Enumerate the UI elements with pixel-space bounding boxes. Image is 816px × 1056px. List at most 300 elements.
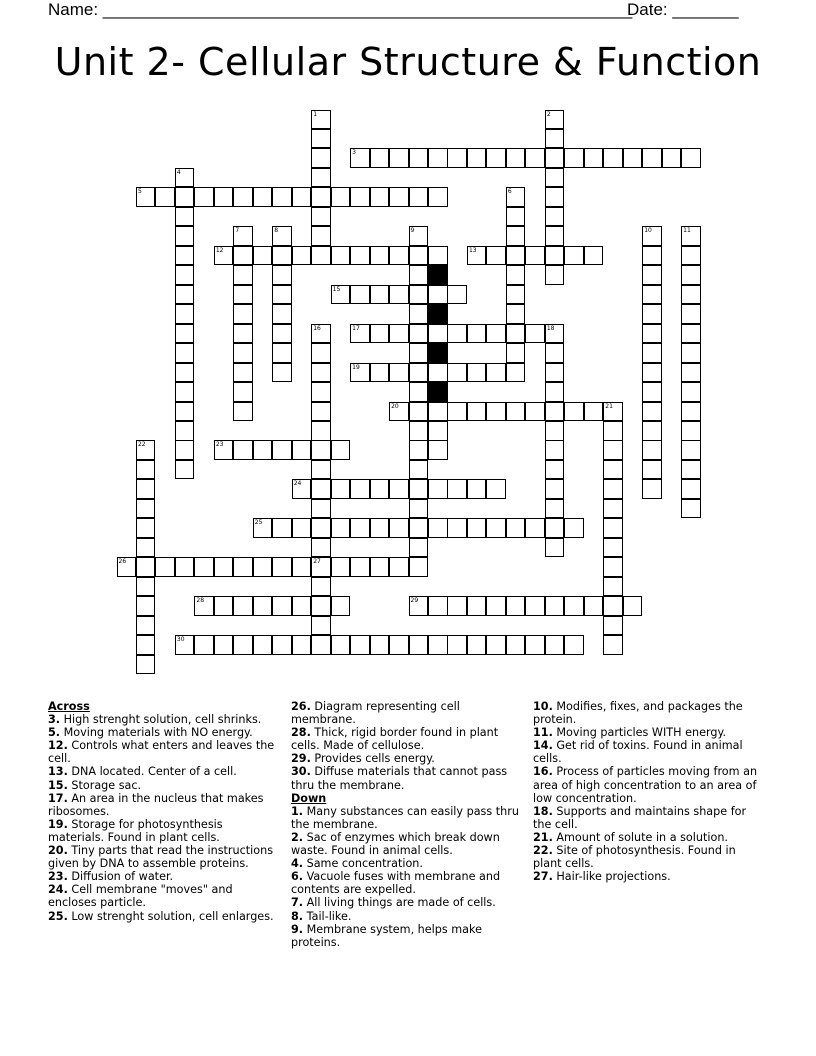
grid-cell[interactable] [584, 596, 604, 616]
grid-cell[interactable] [311, 343, 331, 363]
grid-cell[interactable] [292, 596, 312, 616]
grid-cell[interactable] [642, 382, 662, 402]
grid-cell[interactable] [603, 479, 623, 499]
grid-cell[interactable] [642, 246, 662, 266]
grid-cell[interactable] [233, 265, 253, 285]
grid-cell[interactable] [428, 518, 448, 538]
grid-cell[interactable] [311, 324, 331, 344]
grid-cell[interactable] [194, 596, 214, 616]
grid-cell[interactable] [409, 402, 429, 422]
grid-cell[interactable] [214, 246, 234, 266]
grid-cell[interactable] [545, 363, 565, 383]
grid-cell[interactable] [603, 499, 623, 519]
grid-cell[interactable] [428, 479, 448, 499]
grid-cell[interactable] [272, 557, 292, 577]
grid-cell[interactable] [681, 285, 701, 305]
grid-cell[interactable] [233, 343, 253, 363]
grid-cell[interactable] [175, 402, 195, 422]
grid-cell[interactable] [136, 655, 156, 675]
grid-cell[interactable] [409, 246, 429, 266]
grid-cell[interactable] [681, 246, 701, 266]
grid-cell[interactable] [467, 402, 487, 422]
grid-cell[interactable] [681, 304, 701, 324]
grid-cell[interactable] [175, 265, 195, 285]
grid-cell[interactable] [331, 246, 351, 266]
grid-cell[interactable] [311, 421, 331, 441]
grid-cell[interactable] [545, 246, 565, 266]
grid-cell[interactable] [370, 363, 390, 383]
grid-cell[interactable] [428, 596, 448, 616]
grid-cell[interactable] [409, 363, 429, 383]
grid-cell[interactable] [642, 363, 662, 383]
grid-cell[interactable] [370, 324, 390, 344]
grid-cell[interactable] [545, 402, 565, 422]
grid-cell[interactable] [233, 324, 253, 344]
date-field[interactable]: Date: _______ [627, 0, 739, 19]
grid-cell[interactable] [486, 479, 506, 499]
grid-cell[interactable] [681, 382, 701, 402]
grid-cell[interactable] [545, 324, 565, 344]
grid-cell[interactable] [486, 402, 506, 422]
grid-cell[interactable] [564, 596, 584, 616]
grid-cell[interactable] [409, 343, 429, 363]
grid-cell[interactable] [681, 226, 701, 246]
grid-cell[interactable] [662, 148, 682, 168]
grid-cell[interactable] [603, 421, 623, 441]
grid-cell[interactable] [311, 110, 331, 130]
grid-cell[interactable] [409, 635, 429, 655]
grid-cell[interactable] [467, 363, 487, 383]
grid-cell[interactable] [175, 440, 195, 460]
grid-cell[interactable] [584, 148, 604, 168]
grid-cell[interactable] [233, 285, 253, 305]
grid-cell[interactable] [428, 635, 448, 655]
grid-cell[interactable] [311, 577, 331, 597]
grid-cell[interactable] [370, 148, 390, 168]
grid-cell[interactable] [311, 363, 331, 383]
grid-cell[interactable] [447, 363, 467, 383]
grid-cell[interactable] [409, 479, 429, 499]
grid-cell[interactable] [272, 363, 292, 383]
grid-cell[interactable] [409, 538, 429, 558]
grid-cell[interactable] [292, 246, 312, 266]
grid-cell[interactable] [603, 402, 623, 422]
grid-cell[interactable] [370, 479, 390, 499]
grid-cell[interactable] [370, 187, 390, 207]
grid-cell[interactable] [642, 148, 662, 168]
grid-cell[interactable] [136, 499, 156, 519]
grid-cell[interactable] [409, 499, 429, 519]
grid-cell[interactable] [389, 246, 409, 266]
grid-cell[interactable] [486, 246, 506, 266]
grid-cell[interactable] [175, 363, 195, 383]
grid-cell[interactable] [311, 187, 331, 207]
grid-cell[interactable] [506, 402, 526, 422]
grid-cell[interactable] [545, 129, 565, 149]
grid-cell[interactable] [311, 168, 331, 188]
grid-cell[interactable] [214, 440, 234, 460]
grid-cell[interactable] [350, 187, 370, 207]
grid-cell[interactable] [350, 246, 370, 266]
grid-cell[interactable] [447, 402, 467, 422]
grid-cell[interactable] [175, 285, 195, 305]
grid-cell[interactable] [409, 557, 429, 577]
grid-cell[interactable] [545, 382, 565, 402]
grid-cell[interactable] [506, 285, 526, 305]
grid-cell[interactable] [545, 596, 565, 616]
grid-cell[interactable] [525, 246, 545, 266]
grid-cell[interactable] [545, 460, 565, 480]
grid-cell[interactable] [447, 635, 467, 655]
grid-cell[interactable] [311, 557, 331, 577]
grid-cell[interactable] [603, 148, 623, 168]
grid-cell[interactable] [272, 596, 292, 616]
grid-cell[interactable] [428, 285, 448, 305]
grid-cell[interactable] [292, 557, 312, 577]
grid-cell[interactable] [350, 479, 370, 499]
grid-cell[interactable] [311, 246, 331, 266]
grid-cell[interactable] [681, 363, 701, 383]
grid-cell[interactable] [642, 421, 662, 441]
grid-cell[interactable] [409, 265, 429, 285]
grid-cell[interactable] [506, 207, 526, 227]
grid-cell[interactable] [642, 324, 662, 344]
grid-cell[interactable] [389, 324, 409, 344]
grid-cell[interactable] [584, 402, 604, 422]
grid-cell[interactable] [389, 402, 409, 422]
grid-cell[interactable] [506, 246, 526, 266]
grid-cell[interactable] [428, 421, 448, 441]
grid-cell[interactable] [117, 557, 137, 577]
grid-cell[interactable] [233, 363, 253, 383]
grid-cell[interactable] [233, 557, 253, 577]
grid-cell[interactable] [467, 324, 487, 344]
grid-cell[interactable] [370, 285, 390, 305]
grid-cell[interactable] [389, 148, 409, 168]
grid-cell[interactable] [447, 285, 467, 305]
grid-cell[interactable] [681, 148, 701, 168]
grid-cell[interactable] [428, 402, 448, 422]
grid-cell[interactable] [409, 187, 429, 207]
grid-cell[interactable] [545, 421, 565, 441]
grid-cell[interactable] [506, 226, 526, 246]
grid-cell[interactable] [486, 324, 506, 344]
grid-cell[interactable] [311, 207, 331, 227]
grid-cell[interactable] [545, 187, 565, 207]
grid-cell[interactable] [389, 635, 409, 655]
grid-cell[interactable] [175, 207, 195, 227]
grid-cell[interactable] [253, 635, 273, 655]
grid-cell[interactable] [525, 635, 545, 655]
grid-cell[interactable] [175, 226, 195, 246]
grid-cell[interactable] [642, 304, 662, 324]
grid-cell[interactable] [331, 285, 351, 305]
grid-cell[interactable] [428, 187, 448, 207]
grid-cell[interactable] [175, 382, 195, 402]
grid-cell[interactable] [545, 265, 565, 285]
grid-cell[interactable] [350, 557, 370, 577]
grid-cell[interactable] [545, 479, 565, 499]
grid-cell[interactable] [642, 479, 662, 499]
grid-cell[interactable] [155, 187, 175, 207]
grid-cell[interactable] [642, 285, 662, 305]
grid-cell[interactable] [292, 479, 312, 499]
grid-cell[interactable] [467, 246, 487, 266]
grid-cell[interactable] [545, 148, 565, 168]
grid-cell[interactable] [409, 226, 429, 246]
grid-cell[interactable] [389, 363, 409, 383]
grid-cell[interactable] [175, 187, 195, 207]
grid-cell[interactable] [194, 187, 214, 207]
grid-cell[interactable] [506, 265, 526, 285]
grid-cell[interactable] [155, 557, 175, 577]
grid-cell[interactable] [525, 324, 545, 344]
grid-cell[interactable] [175, 343, 195, 363]
grid-cell[interactable] [681, 460, 701, 480]
grid-cell[interactable] [486, 635, 506, 655]
grid-cell[interactable] [194, 635, 214, 655]
grid-cell[interactable] [331, 479, 351, 499]
grid-cell[interactable] [272, 518, 292, 538]
grid-cell[interactable] [428, 324, 448, 344]
grid-cell[interactable] [681, 402, 701, 422]
grid-cell[interactable] [642, 343, 662, 363]
grid-cell[interactable] [506, 635, 526, 655]
grid-cell[interactable] [409, 596, 429, 616]
grid-cell[interactable] [486, 518, 506, 538]
grid-cell[interactable] [545, 518, 565, 538]
grid-cell[interactable] [350, 635, 370, 655]
grid-cell[interactable] [175, 460, 195, 480]
grid-cell[interactable] [311, 518, 331, 538]
grid-cell[interactable] [253, 596, 273, 616]
grid-cell[interactable] [311, 460, 331, 480]
grid-cell[interactable] [642, 440, 662, 460]
grid-cell[interactable] [331, 557, 351, 577]
grid-cell[interactable] [311, 635, 331, 655]
grid-cell[interactable] [214, 557, 234, 577]
grid-cell[interactable] [564, 635, 584, 655]
grid-cell[interactable] [370, 635, 390, 655]
grid-cell[interactable] [331, 635, 351, 655]
grid-cell[interactable] [428, 363, 448, 383]
grid-cell[interactable] [350, 148, 370, 168]
grid-cell[interactable] [136, 187, 156, 207]
grid-cell[interactable] [350, 363, 370, 383]
grid-cell[interactable] [467, 148, 487, 168]
grid-cell[interactable] [214, 635, 234, 655]
grid-cell[interactable] [272, 635, 292, 655]
grid-cell[interactable] [311, 538, 331, 558]
grid-cell[interactable] [311, 402, 331, 422]
grid-cell[interactable] [136, 557, 156, 577]
grid-cell[interactable] [136, 577, 156, 597]
grid-cell[interactable] [603, 596, 623, 616]
grid-cell[interactable] [389, 557, 409, 577]
grid-cell[interactable] [506, 518, 526, 538]
grid-cell[interactable] [525, 518, 545, 538]
grid-cell[interactable] [545, 343, 565, 363]
grid-cell[interactable] [233, 246, 253, 266]
grid-cell[interactable] [370, 557, 390, 577]
grid-cell[interactable] [603, 616, 623, 636]
grid-cell[interactable] [506, 596, 526, 616]
grid-cell[interactable] [486, 363, 506, 383]
grid-cell[interactable] [564, 246, 584, 266]
grid-cell[interactable] [331, 518, 351, 538]
grid-cell[interactable] [467, 479, 487, 499]
grid-cell[interactable] [525, 596, 545, 616]
grid-cell[interactable] [389, 479, 409, 499]
grid-cell[interactable] [603, 538, 623, 558]
grid-cell[interactable] [409, 460, 429, 480]
grid-cell[interactable] [233, 187, 253, 207]
grid-cell[interactable] [447, 518, 467, 538]
grid-cell[interactable] [350, 518, 370, 538]
grid-cell[interactable] [681, 265, 701, 285]
grid-cell[interactable] [311, 226, 331, 246]
grid-cell[interactable] [681, 479, 701, 499]
grid-cell[interactable] [428, 148, 448, 168]
grid-cell[interactable] [311, 499, 331, 519]
grid-cell[interactable] [175, 557, 195, 577]
grid-cell[interactable] [486, 596, 506, 616]
grid-cell[interactable] [136, 538, 156, 558]
grid-cell[interactable] [292, 635, 312, 655]
grid-cell[interactable] [389, 285, 409, 305]
grid-cell[interactable] [409, 440, 429, 460]
grid-cell[interactable] [292, 518, 312, 538]
grid-cell[interactable] [409, 148, 429, 168]
grid-cell[interactable] [428, 440, 448, 460]
grid-cell[interactable] [136, 460, 156, 480]
grid-cell[interactable] [175, 421, 195, 441]
grid-cell[interactable] [506, 363, 526, 383]
grid-cell[interactable] [233, 635, 253, 655]
grid-cell[interactable] [506, 324, 526, 344]
grid-cell[interactable] [545, 440, 565, 460]
grid-cell[interactable] [272, 324, 292, 344]
grid-cell[interactable] [681, 324, 701, 344]
grid-cell[interactable] [311, 616, 331, 636]
grid-cell[interactable] [253, 246, 273, 266]
grid-cell[interactable] [506, 304, 526, 324]
grid-cell[interactable] [467, 596, 487, 616]
grid-cell[interactable] [370, 518, 390, 538]
grid-cell[interactable] [175, 635, 195, 655]
grid-cell[interactable] [681, 499, 701, 519]
grid-cell[interactable] [311, 596, 331, 616]
grid-cell[interactable] [136, 596, 156, 616]
grid-cell[interactable] [409, 518, 429, 538]
name-field[interactable]: Name: ________________________________________________________ [48, 0, 633, 19]
grid-cell[interactable] [584, 246, 604, 266]
grid-cell[interactable] [311, 440, 331, 460]
grid-cell[interactable] [214, 596, 234, 616]
grid-cell[interactable] [331, 187, 351, 207]
grid-cell[interactable] [272, 304, 292, 324]
grid-cell[interactable] [272, 285, 292, 305]
grid-cell[interactable] [409, 382, 429, 402]
grid-cell[interactable] [506, 343, 526, 363]
grid-cell[interactable] [272, 343, 292, 363]
grid-cell[interactable] [311, 148, 331, 168]
grid-cell[interactable] [214, 187, 234, 207]
grid-cell[interactable] [545, 207, 565, 227]
grid-cell[interactable] [642, 226, 662, 246]
grid-cell[interactable] [350, 285, 370, 305]
grid-cell[interactable] [623, 148, 643, 168]
grid-cell[interactable] [525, 148, 545, 168]
grid-cell[interactable] [331, 596, 351, 616]
grid-cell[interactable] [467, 635, 487, 655]
grid-cell[interactable] [253, 440, 273, 460]
grid-cell[interactable] [194, 557, 214, 577]
grid-cell[interactable] [603, 635, 623, 655]
grid-cell[interactable] [603, 518, 623, 538]
grid-cell[interactable] [447, 148, 467, 168]
grid-cell[interactable] [642, 460, 662, 480]
grid-cell[interactable] [409, 324, 429, 344]
grid-cell[interactable] [233, 402, 253, 422]
grid-cell[interactable] [175, 304, 195, 324]
grid-cell[interactable] [253, 557, 273, 577]
grid-cell[interactable] [136, 479, 156, 499]
grid-cell[interactable] [467, 518, 487, 538]
grid-cell[interactable] [136, 635, 156, 655]
grid-cell[interactable] [603, 577, 623, 597]
grid-cell[interactable] [681, 440, 701, 460]
grid-cell[interactable] [350, 324, 370, 344]
grid-cell[interactable] [506, 187, 526, 207]
grid-cell[interactable] [564, 148, 584, 168]
grid-cell[interactable] [233, 304, 253, 324]
grid-cell[interactable] [370, 246, 390, 266]
grid-cell[interactable] [642, 402, 662, 422]
grid-cell[interactable] [136, 616, 156, 636]
grid-cell[interactable] [233, 382, 253, 402]
grid-cell[interactable] [506, 148, 526, 168]
grid-cell[interactable] [642, 265, 662, 285]
grid-cell[interactable] [409, 304, 429, 324]
grid-cell[interactable] [233, 596, 253, 616]
grid-cell[interactable] [603, 460, 623, 480]
grid-cell[interactable] [603, 440, 623, 460]
grid-cell[interactable] [292, 440, 312, 460]
grid-cell[interactable] [603, 557, 623, 577]
grid-cell[interactable] [311, 479, 331, 499]
grid-cell[interactable] [272, 226, 292, 246]
grid-cell[interactable] [545, 226, 565, 246]
grid-cell[interactable] [233, 226, 253, 246]
grid-cell[interactable] [389, 187, 409, 207]
grid-cell[interactable] [681, 343, 701, 363]
grid-cell[interactable] [564, 402, 584, 422]
grid-cell[interactable] [681, 421, 701, 441]
grid-cell[interactable] [331, 440, 351, 460]
grid-cell[interactable] [292, 187, 312, 207]
grid-cell[interactable] [447, 324, 467, 344]
grid-cell[interactable] [253, 187, 273, 207]
grid-cell[interactable] [175, 324, 195, 344]
grid-cell[interactable] [272, 265, 292, 285]
grid-cell[interactable] [175, 168, 195, 188]
grid-cell[interactable] [272, 246, 292, 266]
grid-cell[interactable] [136, 440, 156, 460]
grid-cell[interactable] [311, 382, 331, 402]
grid-cell[interactable] [272, 187, 292, 207]
grid-cell[interactable] [175, 246, 195, 266]
